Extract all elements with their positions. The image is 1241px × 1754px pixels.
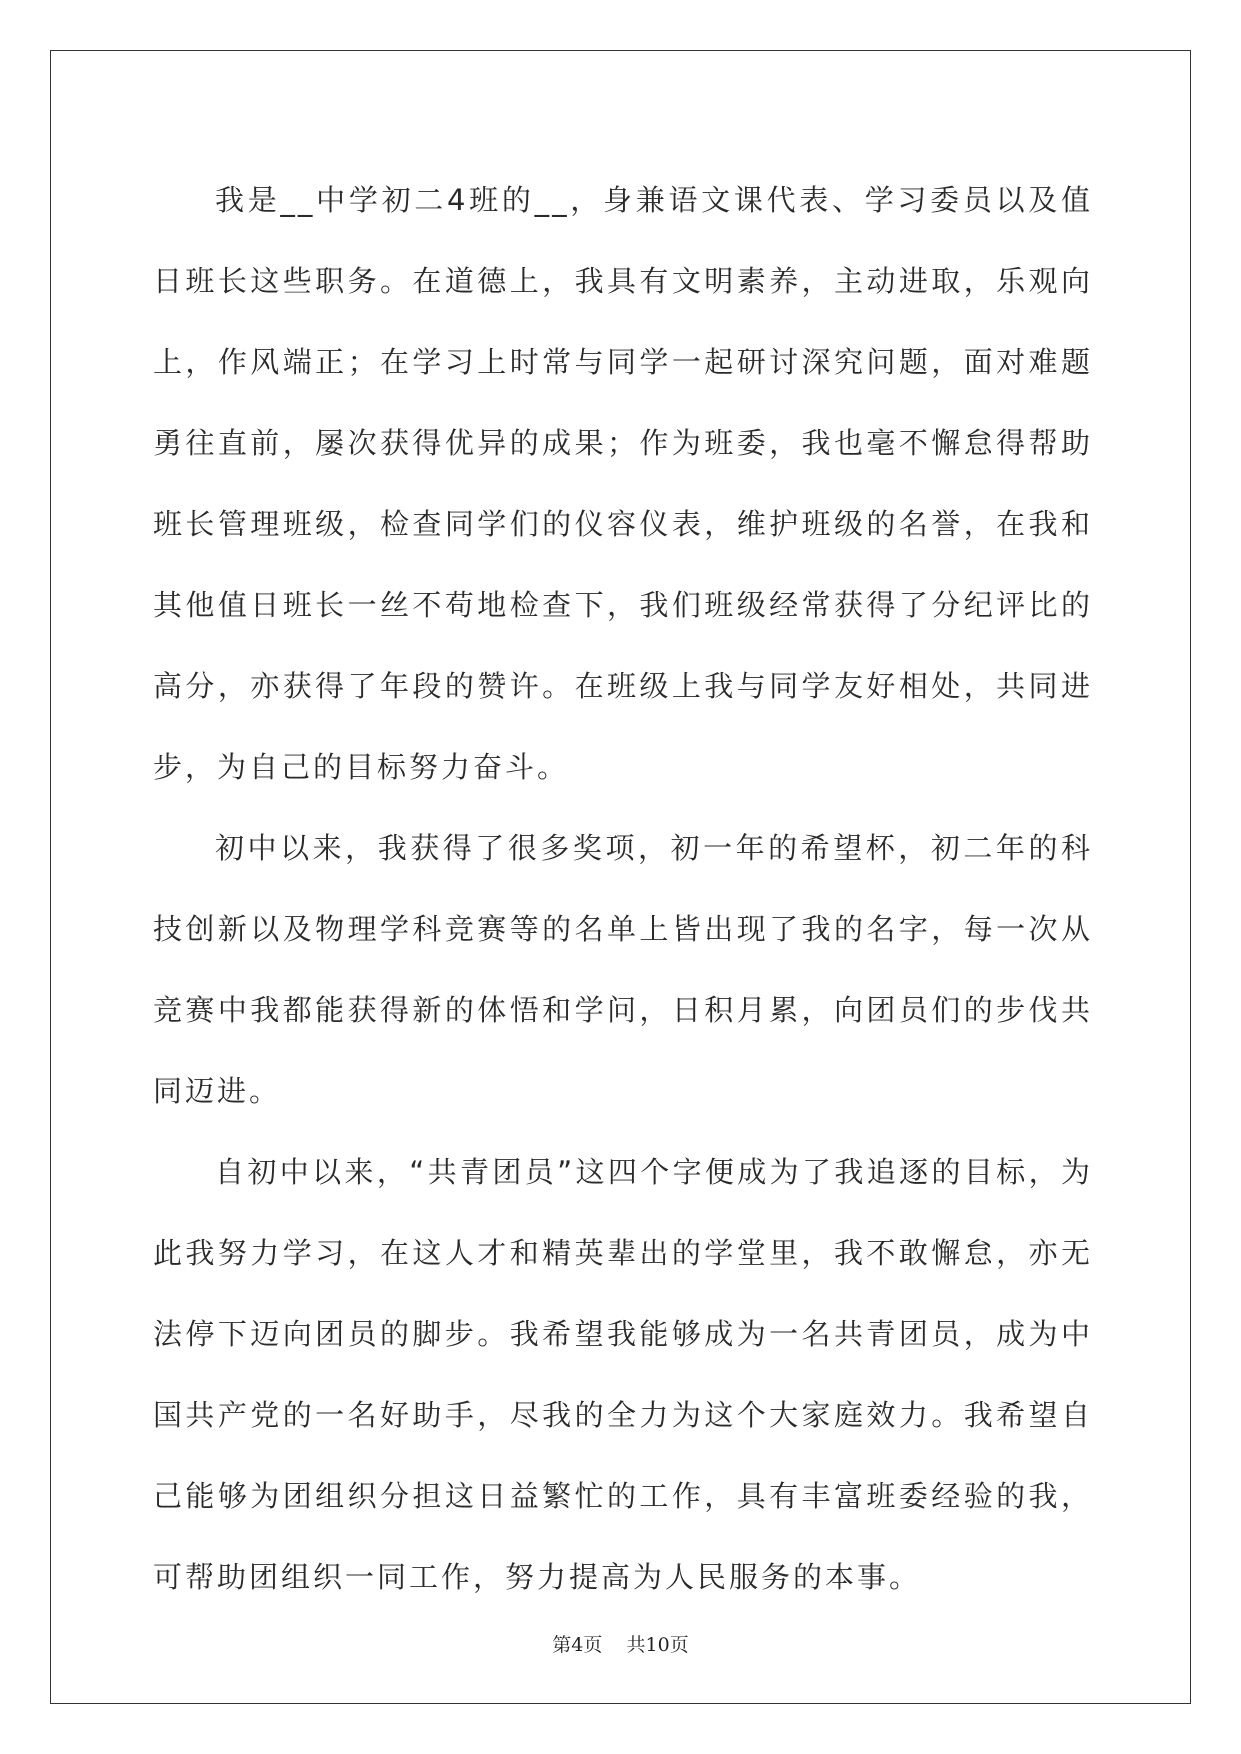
paragraph-3: 自初中以来，“共青团员”这四个字便成为了我追逐的目标，为此我努力学习，在这人才和精英辈出的学堂里，我不敢懈怠，亦无法停下迈向团员的脚步。我希望我能够成为一名共青团员，成为中国共产党的一名好助手，尽我的全力为这个大家庭效力。我希望自己能够为团组织分担这日益繁忙的工作，具有丰富班委经验的我，可帮助团组织一同工作，努力提高为人民服务的本事。 [153,1155,1093,1594]
paragraph-2: 初中以来，我获得了很多奖项，初一年的希望杯，初二年的科技创新以及物理学科竞赛等的名单上皆出现了我的名字，每一次从竞赛中我都能获得新的体悟和学问，日积月累，向团员们的步伐共同迈进。 [153,831,1093,1108]
paragraph-1: 我是__中学初二4班的__，身兼语文课代表、学习委员以及值日班长这些职务。在道德上，我具有文明素养，主动进取，乐观向上，作风端正；在学习上时常与同学一起研讨深究问题，面对难题勇往直前，屡次获得优异的成果；作为班委，我也毫不懈怠得帮助班长管理班级，检查同学们的仪容仪表，维护班级的名誉，在我和其他值日班长一丝不苟地检查下，我们班级经常获得了分纪评比的高分，亦获得了年段的赞许。在班级上我与同学友好相处，共同进步，为自己的目标努力奋斗。 [153,183,1093,784]
page-footer [0,1630,1241,1657]
page-number: 第4页 [552,1634,603,1656]
document-body [153,160,1093,1618]
page-total: 共10页 [626,1634,689,1656]
